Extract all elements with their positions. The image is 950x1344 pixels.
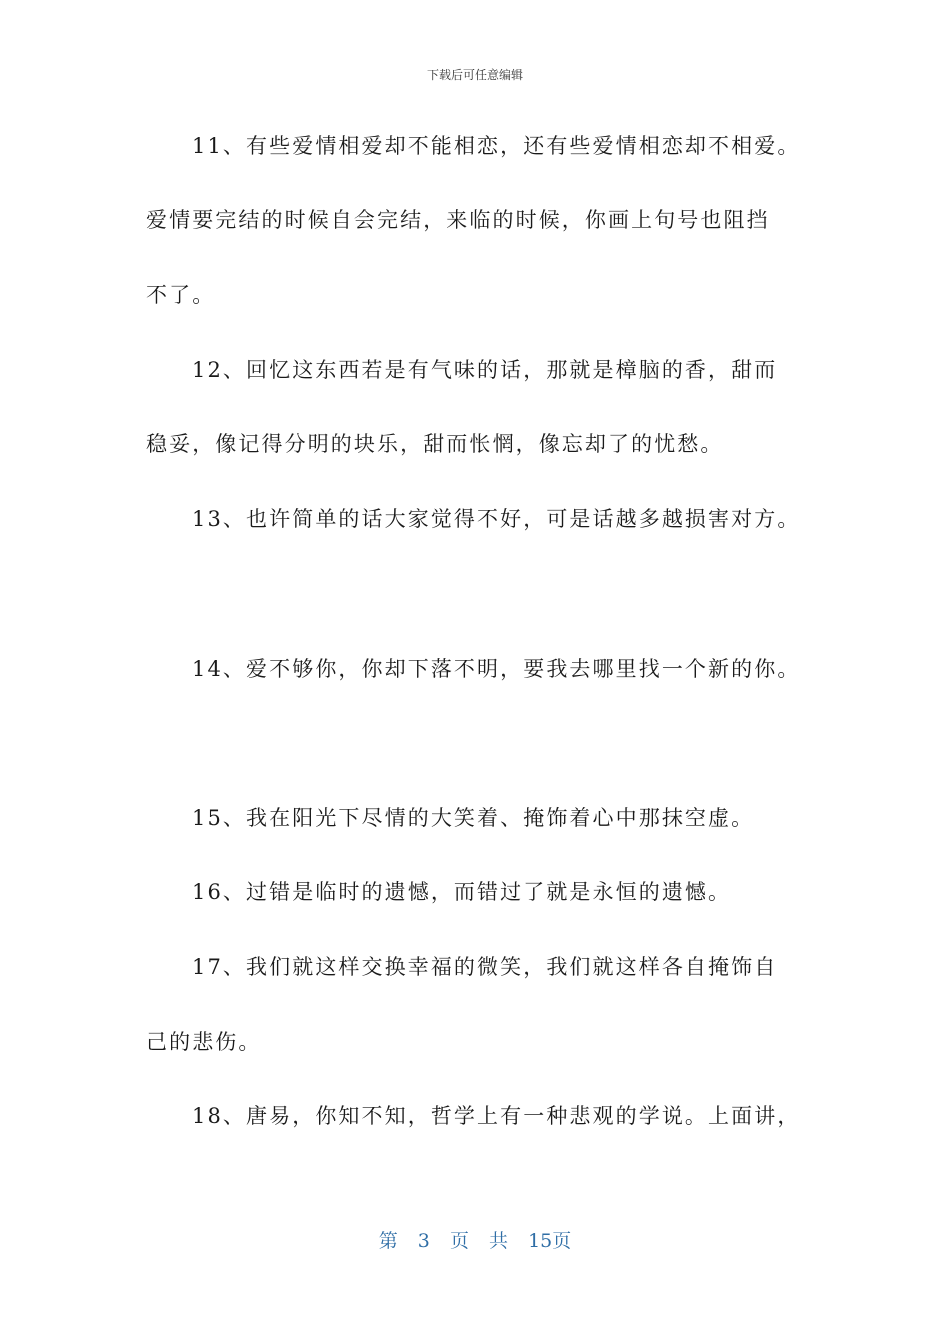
paragraph-18-line-1: 18、唐易，你知不知，哲学上有一种悲观的学说。上面讲，	[192, 1104, 801, 1128]
footer-label-unit: 页	[449, 1230, 469, 1252]
page-footer	[0, 1226, 950, 1253]
paragraph-12-line-1: 12、回忆这东西若是有气味的话，那就是樟脑的香，甜而	[192, 358, 778, 382]
paragraph-11-line-3: 不了。	[146, 283, 216, 307]
paragraph-16-line-1: 16、过错是临时的遗憾，而错过了就是永恒的遗憾。	[192, 880, 732, 904]
header-note: 下载后可任意编辑	[426, 68, 523, 82]
paragraph-14-line-1: 14、爱不够你，你却下落不明，要我去哪里找一个新的你。	[192, 657, 801, 681]
paragraph-15-line-1: 15、我在阳光下尽情的大笑着、掩饰着心中那抹空虚。	[192, 806, 755, 830]
footer-label-page: 第	[378, 1230, 398, 1252]
footer-page-number: 3	[417, 1230, 430, 1252]
footer-label-total: 共	[489, 1230, 509, 1252]
footer-total-pages: 15页	[528, 1230, 572, 1252]
paragraph-11-line-1: 11、有些爱情相爱却不能相恋，还有些爱情相恋却不相爱。	[192, 134, 801, 158]
paragraph-12-line-2: 稳妥，像记得分明的块乐，甜而怅惘，像忘却了的忧愁。	[146, 432, 724, 456]
paragraph-13-line-1: 13、也许简单的话大家觉得不好，可是话越多越损害对方。	[192, 507, 801, 531]
paragraph-11-line-2: 爱情要完结的时候自会完结，来临的时候，你画上句号也阻挡	[146, 208, 770, 232]
paragraph-17-line-1: 17、我们就这样交换幸福的微笑，我们就这样各自掩饰自	[192, 955, 778, 979]
paragraph-17-line-2: 己的悲伤。	[146, 1030, 262, 1054]
